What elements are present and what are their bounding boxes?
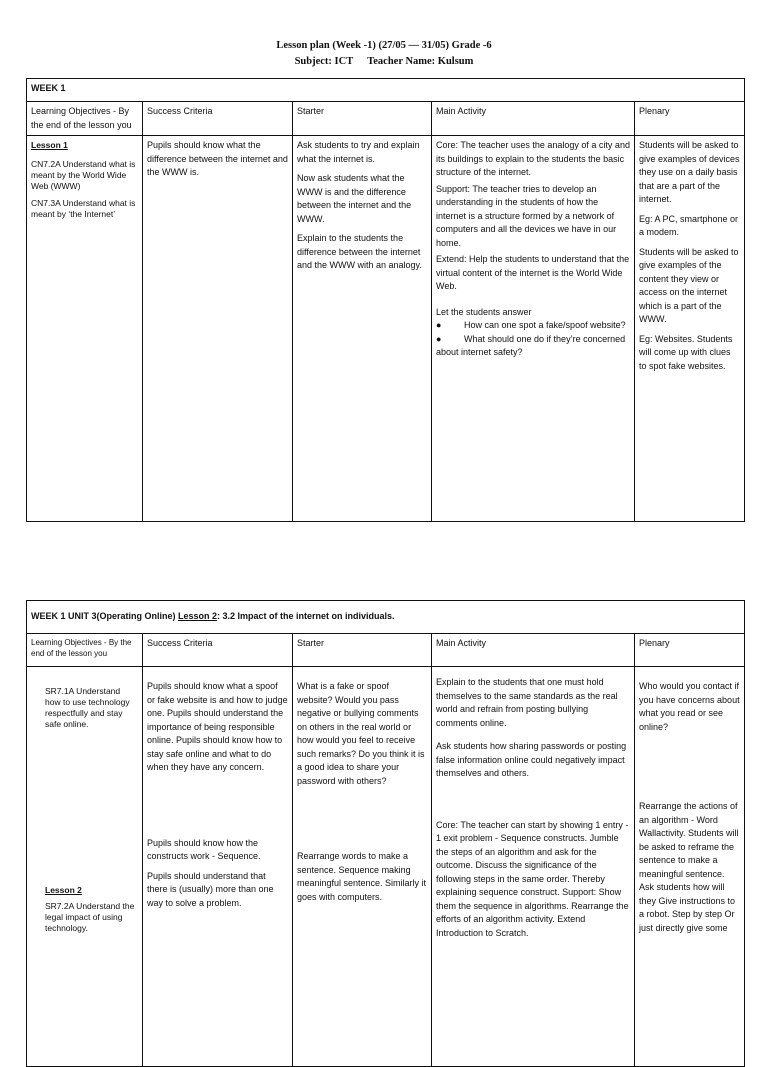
week-unit-title: WEEK 1 UNIT 3(Operating Online) Lesson 2: 3.2 Impact of the internet on individuals. [27,601,745,634]
lesson-label: Lesson 2 [45,885,82,895]
col-header-starter: Starter [293,102,432,136]
week-title: WEEK 1 [27,79,745,102]
bullet-icon: ● [436,320,442,330]
main-text: Core: The teacher can start by showing 1 entry - 1 exit problem - Sequence constructs. Jumble the steps of an algorithm and ask for the outcome. Discuss the significance of the following steps in the same order. Thereby explaining sequence construct. Support: Show them the sequence in algorithms. Rearrange the efforts of an algorithm activity. Extend Introduction to Scratch. [436,819,629,938]
objective-item: SR7.2A Understand the legal impact of using technology. [45,900,135,933]
plenary-text: Rearrange the actions of an algorithm - Word Wallactivity. Students will be asked to reframe the sentence to make a meaningful sentence. Ask students how will they Give instructions to a robot. Step by step Or just directly give some [639,801,739,933]
main-activity-cell [432,667,635,1067]
bullet-item: ● How can one spot a fake/spoof website? [436,319,630,333]
lesson-plan-title: Lesson plan (Week -1) (27/05 — 31/05) Grade -6 [276,40,492,51]
main-activity-cell [432,136,635,522]
starter-text: Ask students to try and explain what the internet is. [297,140,420,164]
plenary-cell [635,136,745,522]
starter-text: Rearrange words to make a sentence. Sequence making meaningful sentence. Similarly it goes with computers. [297,851,427,902]
plenary-text: Who would you contact if you have concerns about what you read or see online? [639,681,740,732]
main-text: Ask students how sharing passwords or posting false information online could negatively impact themselves and others. [436,741,627,778]
col-header-success: Success Criteria [143,634,293,667]
col-header-objectives: Learning Objectives - By the end of the lesson you [27,634,143,667]
success-text: Pupils should know what a spoof or fake website is and how to judge one. Pupils should understand the importance of being responsible online. Pupils should know how to stay safe online and what to do when they have any concern. [147,681,288,772]
success-text: Pupils should understand that there is (usually) more than one way to solve a problem. [147,870,274,908]
lesson-plan-table-1 [26,78,745,522]
plenary-text: Eg: A PC, smartphone or a modem. [639,213,739,237]
plenary-cell [635,667,745,1067]
success-text: Pupils should know what the difference between the internet and the WWW is. [147,140,288,177]
document-header [0,38,768,70]
col-header-plenary: Plenary [635,102,745,136]
main-core: Core: The teacher uses the analogy of a city and its buildings to explain to the students the basic structure of the internet. [436,140,630,177]
starter-cell [293,667,432,1067]
col-header-starter: Starter [293,634,432,667]
plenary-text: Eg: Websites. Students will come up with clues to spot fake websites. [639,333,733,371]
objectives-cell [27,136,143,522]
objectives-cell [27,667,143,1067]
col-header-plenary: Plenary [635,634,745,667]
starter-text: Explain to the students the difference between the internet and the WWW with an analogy. [297,233,422,270]
plenary-text: Students will be asked to give examples of devices they use on a daily basis that are a part of the internet. [639,140,740,204]
subject-label: Subject: ICT [294,56,354,67]
col-header-objectives: Learning Objectives - By the end of the lesson you [27,102,143,136]
main-prompt: Let the students answer [436,306,532,317]
teacher-label: Teacher Name: Kulsum [367,56,474,67]
main-text: Explain to the students that one must hold themselves to the same standards as the real world and refrain from posting bullying comments online. [436,677,618,728]
starter-text: Now ask students what the WWW is and the difference between the internet and the WWW. [297,173,412,224]
main-support: Support: The teacher tries to develop an understanding in the students of how the internet is a structure formed by a network of computers and all the devices we have in our home. [436,183,617,248]
col-header-main-activity: Main Activity [432,634,635,667]
lesson-label: Lesson 1 [31,140,68,150]
success-criteria-cell [143,136,293,522]
main-extend: Extend: Help the students to understand that the virtual content of the internet is the World Wide Web. [436,254,630,291]
lesson-plan-table-2 [26,600,745,1067]
bullet-item: ● What should one do if they’re concerned about internet safety? [436,333,626,357]
starter-text: What is a fake or spoof website? Would you pass negative or bullying comments on others in the real world or how would you feel to receive such remarks? Do you think it is a good idea to share your password with others? [297,681,425,786]
success-criteria-cell [143,667,293,1067]
plenary-text: Students will be asked to give examples of the content they view or access on the internet which is a part of the WWW. [639,246,739,324]
col-header-main-activity: Main Activity [432,102,635,136]
objective-item: CN7.3A Understand what is meant by ‘the Internet’ [31,197,136,219]
objective-item: CN7.2A Understand what is meant by the World Wide Web (WWW) [31,158,136,191]
starter-cell [293,136,432,522]
subject-teacher-line [0,54,768,70]
bullet-icon: ● [436,333,442,344]
success-text: Pupils should know how the constructs work - Sequence. [147,837,261,861]
objective-item: SR7.1A Understand how to use technology respectfully and stay safe online. [45,686,130,729]
col-header-success: Success Criteria [143,102,293,136]
